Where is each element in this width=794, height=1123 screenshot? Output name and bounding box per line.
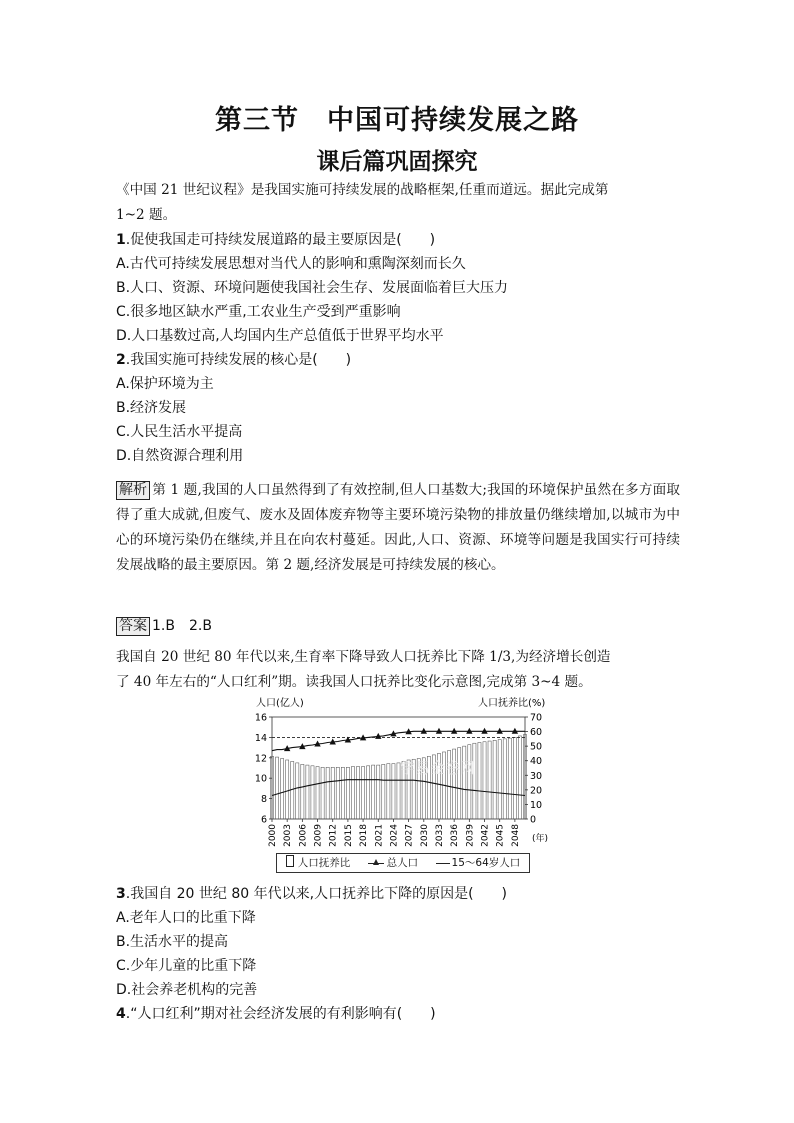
dependency-ratio-bar bbox=[351, 767, 354, 819]
q2-option-b: B.经济发展 bbox=[116, 400, 187, 416]
page-subtitle: 课后篇巩固探究 bbox=[316, 148, 478, 175]
dependency-ratio-bar bbox=[296, 763, 299, 819]
intro-2-line-2: 了 40 年左右的“人口红利”期。读我国人口抚养比变化示意图,完成第 3~4 题。 bbox=[116, 674, 592, 690]
dependency-ratio-bar bbox=[346, 767, 349, 819]
q1-option-d: D.人口基数过高,人均国内生产总值低于世界平均水平 bbox=[116, 328, 444, 344]
right-axis-tick-label: 10 bbox=[530, 799, 543, 811]
working-age-population-line bbox=[272, 780, 525, 796]
answer-block bbox=[116, 616, 212, 636]
right-axis-label: 人口抚养比(%) bbox=[478, 698, 546, 709]
question-stem: .“人口红利”期对社会经济发展的有利影响有( ) bbox=[125, 1006, 436, 1022]
population-dependency-chart bbox=[250, 695, 560, 875]
dependency-ratio-bar bbox=[367, 766, 370, 819]
x-axis-tick-label: 2009 bbox=[313, 824, 324, 847]
x-axis-tick-label: 2012 bbox=[328, 824, 339, 847]
q3-option-a: A.老年人口的比重下降 bbox=[116, 910, 256, 926]
dependency-ratio-bar bbox=[311, 766, 314, 819]
x-axis-tick-label: 2000 bbox=[268, 824, 278, 847]
dependency-ratio-bar bbox=[473, 743, 476, 819]
x-axis-tick-label: 2027 bbox=[404, 824, 415, 847]
q1-option-b: B.人口、资源、环境问题使我国社会生存、发展面临着巨大压力 bbox=[116, 280, 509, 296]
x-axis-tick-label: 2036 bbox=[450, 824, 461, 847]
question-number: 3 bbox=[116, 886, 126, 902]
dependency-ratio-bar bbox=[341, 767, 344, 819]
dependency-ratio-bar bbox=[478, 743, 481, 820]
page-title: 第三节 中国可持续发展之路 bbox=[215, 105, 579, 136]
question-number: 2 bbox=[116, 352, 126, 368]
x-axis-tick-label: 2024 bbox=[389, 824, 400, 847]
analysis-block bbox=[116, 478, 680, 578]
right-axis-tick-label: 70 bbox=[530, 712, 543, 724]
line-icon bbox=[436, 863, 450, 864]
q3-option-b: B.生活水平的提高 bbox=[116, 934, 229, 950]
q1-option-c: C.很多地区缺水严重,工农业生产受到严重影响 bbox=[116, 304, 401, 320]
dependency-ratio-bar bbox=[281, 759, 284, 819]
intro-1-line-1: 《中国 21 世纪议程》是我国实施可持续发展的战略框架,任重而道远。据此完成第 bbox=[116, 182, 609, 198]
dependency-ratio-bar bbox=[286, 760, 289, 819]
left-axis-tick-label: 10 bbox=[254, 773, 267, 785]
x-axis-tick-label: 2021 bbox=[374, 824, 385, 847]
x-axis-tick-label: 2003 bbox=[283, 824, 294, 847]
legend-item-total bbox=[368, 854, 419, 872]
question-stem: .我国自 20 世纪 80 年代以来,人口抚养比下降的原因是( ) bbox=[125, 886, 508, 902]
q2-option-c: C.人民生活水平提高 bbox=[116, 424, 243, 440]
question-stem: .我国实施可持续发展的核心是( ) bbox=[125, 352, 352, 368]
legend-item-working-age bbox=[436, 854, 521, 872]
dependency-ratio-bar bbox=[336, 767, 339, 819]
dependency-ratio-bar bbox=[362, 767, 365, 819]
dependency-ratio-bar bbox=[508, 738, 511, 819]
left-axis-tick-label: 16 bbox=[254, 712, 267, 724]
legend-label: 15～64岁人口 bbox=[451, 857, 521, 869]
q3-option-c: C.少年儿童的比重下降 bbox=[116, 958, 257, 974]
dependency-ratio-bar bbox=[387, 764, 390, 819]
intro-1-line-2: 1~2 题。 bbox=[116, 207, 177, 223]
dependency-ratio-bar bbox=[468, 745, 471, 819]
dependency-ratio-bar bbox=[356, 767, 359, 819]
analysis-text: 第 1 题,我国的人口虽然得到了有效控制,但人口基数大;我国的环境保护虽然在多方面取得了重大成就,但废气、废水及固体废弃物等主要环境污染物的排放量仍继续增加,以城市为中心的环境污染仍在继续,并且在向农村蔓延。因此,人口、资源、环境等问题是我国实行可持续发展战略的最主要原因。第 2 题,经济发展是可持续发展的核心。 bbox=[116, 482, 680, 573]
x-axis-tick-label: 2042 bbox=[480, 824, 491, 847]
dependency-ratio-bar bbox=[316, 767, 319, 819]
question-stem: .促使我国走可持续发展道路的最主要原因是( ) bbox=[125, 232, 436, 248]
dependency-ratio-bar bbox=[513, 737, 516, 819]
right-axis-tick-label: 0 bbox=[530, 814, 537, 826]
q3-option-d: D.社会养老机构的完善 bbox=[116, 982, 258, 998]
dependency-ratio-bar bbox=[331, 767, 334, 819]
dependency-ratio-bar bbox=[326, 767, 329, 819]
watermark: 学易金卷网 bbox=[400, 759, 476, 777]
x-axis-tick-label: 2045 bbox=[495, 824, 506, 847]
triangle-line-icon bbox=[368, 859, 384, 867]
left-axis-tick-label: 8 bbox=[260, 794, 267, 806]
dependency-ratio-bar bbox=[306, 765, 309, 819]
question-1 bbox=[116, 230, 435, 250]
dependency-ratio-bar bbox=[483, 742, 486, 819]
q2-option-a: A.保护环境为主 bbox=[116, 376, 214, 392]
x-axis-tick-label: 2039 bbox=[465, 824, 476, 847]
x-axis-tick-label: 2030 bbox=[419, 824, 430, 847]
dependency-ratio-bar bbox=[392, 764, 395, 819]
chart-legend bbox=[276, 853, 530, 873]
x-axis-unit: (年) bbox=[532, 834, 549, 844]
right-axis-tick-label: 20 bbox=[530, 785, 543, 797]
left-axis-label: 人口(亿人) bbox=[256, 698, 304, 709]
dependency-ratio-bar bbox=[488, 741, 491, 819]
intro-2-line-1: 我国自 20 世纪 80 年代以来,生育率下降导致人口抚养比下降 1/3,为经济增长创造 bbox=[116, 649, 611, 665]
dependency-ratio-bar bbox=[493, 740, 496, 819]
dependency-ratio-bar bbox=[518, 736, 521, 819]
question-4 bbox=[116, 1004, 436, 1024]
left-axis-tick-label: 6 bbox=[260, 814, 267, 826]
answer-text: 1.B 2.B bbox=[152, 618, 212, 634]
bar-swatch-icon bbox=[286, 855, 294, 867]
dependency-ratio-bar bbox=[372, 765, 375, 819]
question-number: 1 bbox=[116, 232, 126, 248]
left-axis-tick-label: 12 bbox=[254, 753, 267, 765]
dependency-ratio-bar bbox=[463, 746, 466, 819]
x-axis-tick-label: 2006 bbox=[298, 824, 309, 847]
legend-label: 人口抚养比 bbox=[297, 857, 351, 869]
legend-label: 总人口 bbox=[386, 857, 419, 869]
dependency-ratio-bar bbox=[301, 764, 304, 819]
analysis-tag: 解析 bbox=[116, 481, 150, 500]
right-axis-tick-label: 60 bbox=[530, 727, 543, 739]
q2-option-d: D.自然资源合理利用 bbox=[116, 448, 244, 464]
total-population-line bbox=[272, 731, 525, 750]
x-axis-tick-label: 2018 bbox=[359, 824, 370, 847]
right-axis-tick-label: 30 bbox=[530, 770, 543, 782]
dependency-ratio-bar bbox=[377, 765, 380, 819]
x-axis-tick-label: 2033 bbox=[434, 824, 445, 847]
dependency-ratio-bar bbox=[382, 764, 385, 819]
dependency-ratio-bar bbox=[498, 740, 501, 819]
right-axis-tick-label: 50 bbox=[530, 741, 543, 753]
dependency-ratio-bar bbox=[321, 767, 324, 819]
question-3 bbox=[116, 884, 507, 904]
dependency-ratio-bar bbox=[503, 739, 506, 819]
dependency-ratio-bar bbox=[275, 757, 278, 819]
q1-option-a: A.古代可持续发展思想对当代人的影响和熏陶深刻而长久 bbox=[116, 256, 466, 272]
question-number: 4 bbox=[116, 1006, 126, 1022]
population-lines bbox=[272, 728, 525, 796]
x-axis-tick-label: 2015 bbox=[343, 824, 354, 847]
x-axis-tick-label: 2048 bbox=[510, 824, 521, 847]
legend-item-dependency bbox=[286, 854, 351, 872]
left-axis-tick-label: 14 bbox=[254, 732, 267, 744]
dependency-ratio-bars bbox=[270, 734, 526, 819]
answer-tag: 答案 bbox=[116, 617, 150, 636]
question-2 bbox=[116, 350, 351, 370]
right-axis-tick-label: 40 bbox=[530, 756, 543, 768]
